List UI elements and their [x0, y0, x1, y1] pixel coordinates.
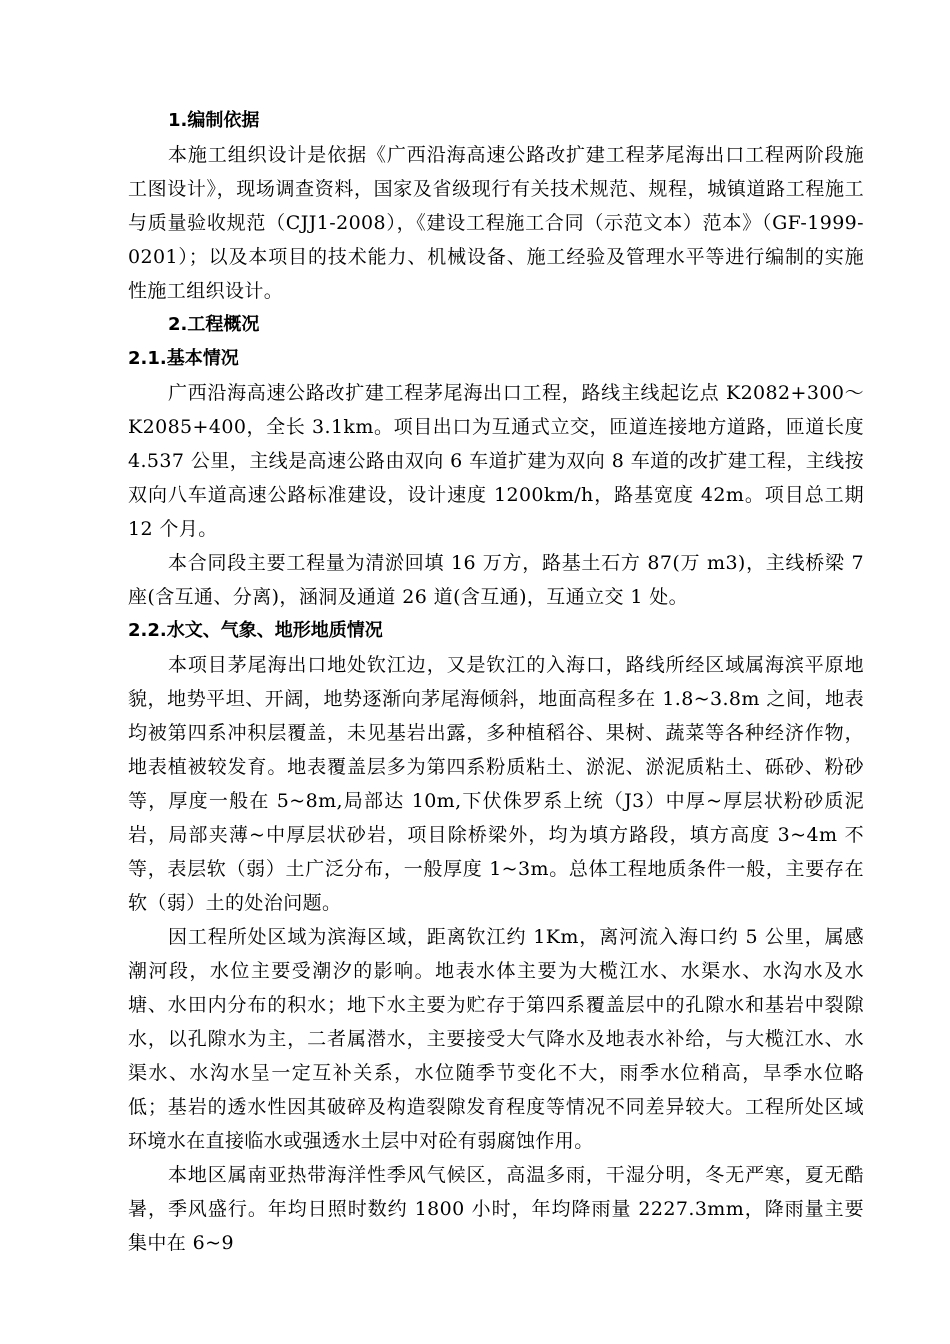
heading-basic-situation: 2.1.基本情况 [128, 348, 239, 369]
paragraph-climate: 本地区属南亚热带海洋性季风气候区，高温多雨，干湿分明，冬无严寒，夏无酷暑，季风盛行。年均日照时数约 1800 小时，年均降雨量 2227.3mm，降雨量主要集中在 6~9 [128, 1164, 864, 1254]
heading-project-overview: 2.工程概况 [168, 314, 260, 335]
paragraph-terrain-geology: 本项目茅尾海出口地处钦江边，又是钦江的入海口，路线所经区域属海滨平原地貌，地势平坦、开阔，地势逐渐向茅尾海倾斜，地面高程多在 1.8~3.8m 之间，地表均被第四系冲积层覆盖，未见基岩出露，多种植稻谷、果树、蔬菜等各种经济作物，地表植被较发育。地表覆盖层多为第四系粉质粘土、淤泥、淤泥质粘土、砾砂、粉砂等，厚度一般在 5~8m,局部达 10m,下伏侏罗系上统（J3）中厚~厚层状粉砂质泥岩，局部夹薄~中厚层状砂岩，项目除桥梁外，均为填方路段，填方高度 3~4m 不等，表层软（弱）土广泛分布，一般厚度 1~3m。总体工程地质条件一般，主要存在软（弱）土的处治问题。 [128, 654, 864, 914]
paragraph-quantities: 本合同段主要工程量为清淤回填 16 万方，路基土石方 87(万 m3)，主线桥梁 7 座(含互通、分离)，涵洞及通道 26 道(含互通)，互通立交 1 处。 [128, 552, 864, 608]
document-body [128, 104, 864, 1260]
paragraph-hydrology: 因工程所处区域为滨海区域，距离钦江约 1Km，离河流入海口约 5 公里，属感潮河段，水位主要受潮汐的影响。地表水体主要为大榄江水、水渠水、水沟水及水塘、水田内分布的积水；地下水主要为贮存于第四系覆盖层中的孔隙水和基岩中裂隙水，以孔隙水为主，二者属潜水，主要接受大气降水及地表水补给，与大榄江水、水渠水、水沟水呈一定互补关系，水位随季节变化不大，雨季水位稍高，旱季水位略低；基岩的透水性因其破碎及构造裂隙发育程度等情况不同差异较大。工程所处区域环境水在直接临水或强透水土层中对砼有弱腐蚀作用。 [128, 926, 864, 1152]
paragraph-route-description: 广西沿海高速公路改扩建工程茅尾海出口工程，路线主线起讫点 K2082+300～K2085+400，全长 3.1km。项目出口为互通式立交，匝道连接地方道路，匝道长度 4.537 公里，主线是高速公路由双向 6 车道扩建为双向 8 车道的改扩建工程，主线按双向八车道高速公路标准建设，设计速度 1200km/h，路基宽度 42m。项目总工期 12 个月。 [128, 382, 864, 540]
heading-compilation-basis: 1.编制依据 [168, 110, 260, 131]
heading-hydrology-geology: 2.2.水文、气象、地形地质情况 [128, 620, 383, 641]
paragraph-compilation-basis: 本施工组织设计是依据《广西沿海高速公路改扩建工程茅尾海出口工程两阶段施工图设计》，现场调查资料，国家及省级现行有关技术规范、规程，城镇道路工程施工与质量验收规范（CJJ1-2008），《建设工程施工合同（示范文本）范本》（GF-1999-0201）；以及本项目的技术能力、机械设备、施工经验及管理水平等进行编制的实施性施工组织设计。 [128, 144, 864, 302]
